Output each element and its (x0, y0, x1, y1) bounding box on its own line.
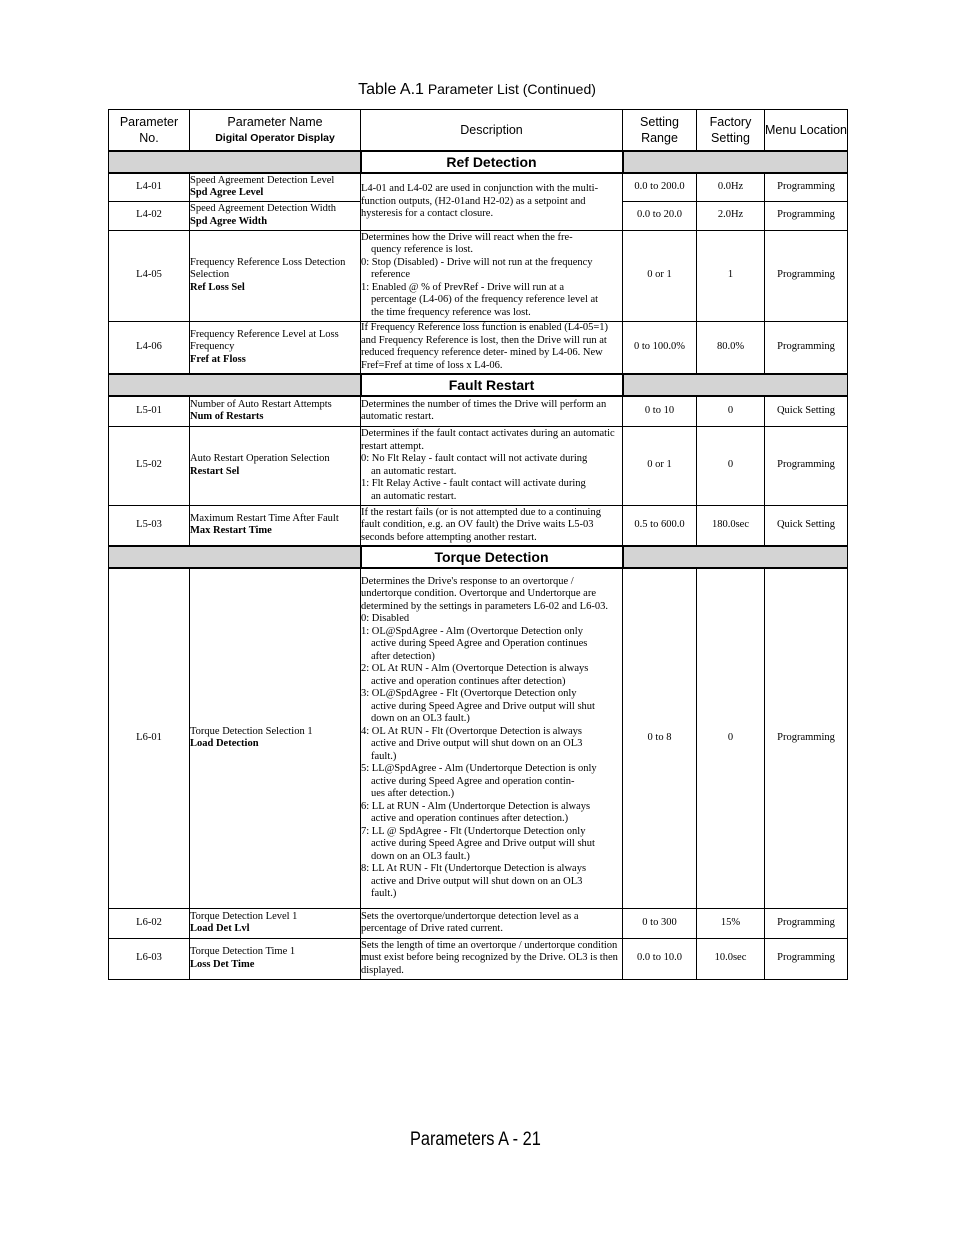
param-number: L4-05 (109, 230, 190, 321)
factory-setting: 80.0% (697, 321, 765, 374)
setting-range: 0.0 to 10.0 (623, 938, 697, 979)
param-name: Speed Agreement Detection Width (190, 203, 337, 214)
param-number: L4-01 (109, 173, 190, 201)
setting-range: 0 or 1 (623, 230, 697, 321)
menu-location: Programming (765, 321, 848, 374)
param-name: Frequency Reference Level at Loss Frequency (190, 328, 339, 352)
param-description (361, 173, 623, 230)
section-header-blank (623, 151, 848, 173)
description-line: 1: OL@SpdAgree - Alm (Overtorque Detection only (361, 625, 583, 637)
description-line: 1: Enabled @ % of PrevRef - Drive will run at a (361, 281, 564, 293)
operator-display: Max Restart Time (190, 525, 272, 537)
section-title: Torque Detection (361, 546, 623, 568)
param-name-cell (190, 201, 361, 230)
param-description (361, 908, 623, 938)
table-row (109, 230, 848, 321)
operator-display: Ref Loss Sel (190, 281, 245, 293)
table-row (109, 426, 848, 505)
param-number: L5-02 (109, 426, 190, 505)
description-line: 5: LL@SpdAgree - Alm (Undertorque Detection is only (361, 763, 597, 775)
description-line: 7: LL @ SpdAgree - Flt (Undertorque Detection only (361, 825, 586, 837)
param-name: Maximum Restart Time After Fault (190, 512, 339, 524)
param-description (361, 321, 623, 374)
description-line: active and Drive output will shut down on an OL3 (371, 738, 583, 750)
table-row (109, 568, 848, 908)
description-line: If the restart fails (or is not attempted due to a continuing fault condition, e.g. an OV fault) the Drive waits L5-03 seconds before attempting another restart. (361, 506, 601, 543)
description-line: ues after detection.) (371, 788, 455, 800)
setting-range: 0.0 to 200.0 (623, 173, 697, 201)
setting-range: 0 to 300 (623, 908, 697, 938)
param-name: Frequency Reference Loss Detection Selection (190, 256, 346, 281)
description-line: percentage (L4-06) of the frequency reference level at (371, 294, 599, 306)
param-name: Torque Detection Time 1 (190, 946, 296, 957)
section-header-blank (109, 151, 361, 173)
param-name: Torque Detection Level 1 (190, 910, 298, 922)
factory-setting: 0.0Hz (697, 173, 765, 201)
factory-setting: 10.0sec (697, 938, 765, 979)
description-line: down on an OL3 fault.) (371, 713, 470, 725)
param-number: L6-02 (109, 908, 190, 938)
param-name-cell (190, 505, 361, 546)
param-number: L6-03 (109, 938, 190, 979)
section-header-blank (109, 546, 361, 568)
operator-display: Loss Det Time (190, 958, 255, 970)
header-name-label: Parameter Name (227, 115, 323, 129)
setting-range: 0 to 100.0% (623, 321, 697, 374)
operator-display: Restart Sel (190, 465, 240, 477)
description-line: L4-01 and L4-02 are used in conjunction with the multi-function outputs, (H2-01and H2-02) as a setpoint and hysteresis for a contact closure. (361, 183, 599, 219)
section-title: Ref Detection (361, 151, 623, 173)
parameter-table (108, 109, 848, 980)
description-line: fault.) (371, 750, 397, 762)
section-header-row (109, 151, 848, 173)
description-line: 0: Stop (Disabled) - Drive will not run at the frequency (361, 256, 593, 268)
param-name-cell (190, 938, 361, 979)
section-header-blank (109, 374, 361, 396)
section-header-blank (623, 546, 848, 568)
param-description (361, 230, 623, 321)
param-name-cell (190, 321, 361, 374)
param-name-cell (190, 173, 361, 201)
description-line: the time frequency reference was lost. (371, 306, 531, 318)
table-title-text: Parameter List (Continued) (427, 81, 596, 97)
setting-range: 0 to 10 (623, 396, 697, 426)
setting-range: 0.0 to 20.0 (623, 201, 697, 230)
menu-location: Programming (765, 908, 848, 938)
operator-display: Spd Agree Width (190, 215, 268, 227)
header-menu-location: Menu Location (765, 110, 848, 152)
menu-location: Programming (765, 173, 848, 201)
description-line: 1: Flt Relay Active - fault contact will activate during (361, 478, 586, 489)
header-setting-range: Setting Range (623, 110, 697, 152)
header-name-sub: Digital Operator Display (215, 132, 335, 144)
param-description (361, 426, 623, 505)
operator-display: Num of Restarts (190, 411, 264, 423)
description-line: active and operation continues after detection.) (371, 813, 569, 825)
table-row (109, 321, 848, 374)
param-name-cell (190, 426, 361, 505)
menu-location: Quick Setting (765, 396, 848, 426)
param-name-cell (190, 568, 361, 908)
table-row (109, 938, 848, 979)
header-row (109, 110, 848, 152)
header-param-no: Parameter No. (109, 110, 190, 152)
operator-display: Fref at Floss (190, 353, 246, 365)
setting-range: 0.5 to 600.0 (623, 505, 697, 546)
header-description: Description (361, 110, 623, 152)
section-header-blank (623, 374, 848, 396)
param-number: L5-01 (109, 396, 190, 426)
param-number: L6-01 (109, 568, 190, 908)
description-line: active and operation continues after detection) (371, 675, 566, 687)
param-number: L4-06 (109, 321, 190, 374)
menu-location: Programming (765, 426, 848, 505)
description-line: after detection) (371, 650, 435, 662)
table-row (109, 908, 848, 938)
description-line: Sets the length of time an overtorque / undertorque condition must exist before being recognized by the Drive. OL3 is then displayed. (361, 939, 618, 976)
description-line: active during Speed Agree and operation contin- (371, 775, 575, 787)
factory-setting: 0 (697, 568, 765, 908)
description-line: Determines the Drive's response to an overtorque / undertorque condition. Overtorque and Undertorque are determined by the settings in parameters L6-02 and L6-03. (361, 575, 608, 612)
table-title (0, 81, 954, 99)
factory-setting: 0 (697, 396, 765, 426)
description-line: Determines if the fault contact activates during an automatic restart attempt. (361, 428, 615, 452)
section-header-row (109, 546, 848, 568)
table-title-prefix: Table A.1 (358, 81, 424, 98)
description-line: 4: OL At RUN - Flt (Overtorque Detection is always (361, 725, 582, 737)
header-factory-setting: Factory Setting (697, 110, 765, 152)
param-name-cell (190, 908, 361, 938)
factory-setting: 1 (697, 230, 765, 321)
description-line: quency reference is lost. (371, 244, 474, 256)
param-name-cell (190, 396, 361, 426)
header-param-name (190, 110, 361, 152)
param-name-cell (190, 230, 361, 321)
table-body (109, 151, 848, 979)
factory-setting: 0 (697, 426, 765, 505)
description-line: down on an OL3 fault.) (371, 850, 470, 862)
menu-location: Programming (765, 201, 848, 230)
param-description (361, 938, 623, 979)
description-line: Sets the overtorque/undertorque detection level as a percentage of Drive rated current. (361, 910, 579, 934)
table-row (109, 505, 848, 546)
description-line: active during Speed Agree and Drive output will shut (371, 838, 595, 850)
description-line: reference (371, 269, 411, 281)
setting-range: 0 or 1 (623, 426, 697, 505)
menu-location: Programming (765, 230, 848, 321)
table-row (109, 396, 848, 426)
description-line: fault.) (371, 888, 397, 900)
description-line: If Frequency Reference loss function is enabled (L4-05=1) and Frequency Reference is lost, then the Drive will run at reduced frequency reference deter- mined by L4-06. New Fref=Fref at time of loss x L4-06. (361, 322, 609, 371)
factory-setting: 180.0sec (697, 505, 765, 546)
description-line: 0: No Flt Relay - fault contact will not activate during (361, 453, 588, 464)
param-name: Torque Detection Selection 1 (190, 725, 313, 737)
factory-setting: 15% (697, 908, 765, 938)
operator-display: Spd Agree Level (190, 187, 264, 199)
param-description (361, 505, 623, 546)
factory-setting: 2.0Hz (697, 201, 765, 230)
param-name: Auto Restart Operation Selection (190, 453, 330, 464)
operator-display: Load Det Lvl (190, 923, 250, 934)
menu-location: Quick Setting (765, 505, 848, 546)
description-line: active and Drive output will shut down on an OL3 (371, 875, 583, 887)
param-description (361, 396, 623, 426)
description-line: 2: OL At RUN - Alm (Overtorque Detection is always (361, 663, 589, 675)
description-line: active during Speed Agree and Drive output will shut (371, 700, 595, 712)
description-line: 8: LL At RUN - Flt (Undertorque Detection is always (361, 863, 587, 875)
description-line: 3: OL@SpdAgree - Flt (Overtorque Detection only (361, 688, 577, 700)
param-name: Speed Agreement Detection Level (190, 174, 335, 186)
description-line: active during Speed Agree and Operation continues (371, 638, 588, 650)
param-number: L4-02 (109, 201, 190, 230)
description-line: an automatic restart. (371, 490, 457, 502)
param-description (361, 568, 623, 908)
menu-location: Programming (765, 938, 848, 979)
table-row (109, 173, 848, 201)
operator-display: Load Detection (190, 738, 259, 750)
description-line: 6: LL at RUN - Alm (Undertorque Detection is always (361, 800, 591, 812)
section-header-row (109, 374, 848, 396)
section-title: Fault Restart (361, 374, 623, 396)
menu-location: Programming (765, 568, 848, 908)
param-name: Number of Auto Restart Attempts (190, 398, 332, 410)
description-line: Determines how the Drive will react when the fre- (361, 231, 573, 243)
page-footer: Parameters A - 21 (410, 1129, 541, 1150)
description-line: an automatic restart. (371, 465, 457, 477)
param-number: L5-03 (109, 505, 190, 546)
setting-range: 0 to 8 (623, 568, 697, 908)
description-line: 0: Disabled (361, 613, 410, 625)
description-line: Determines the number of times the Drive will perform an automatic restart. (361, 398, 607, 423)
